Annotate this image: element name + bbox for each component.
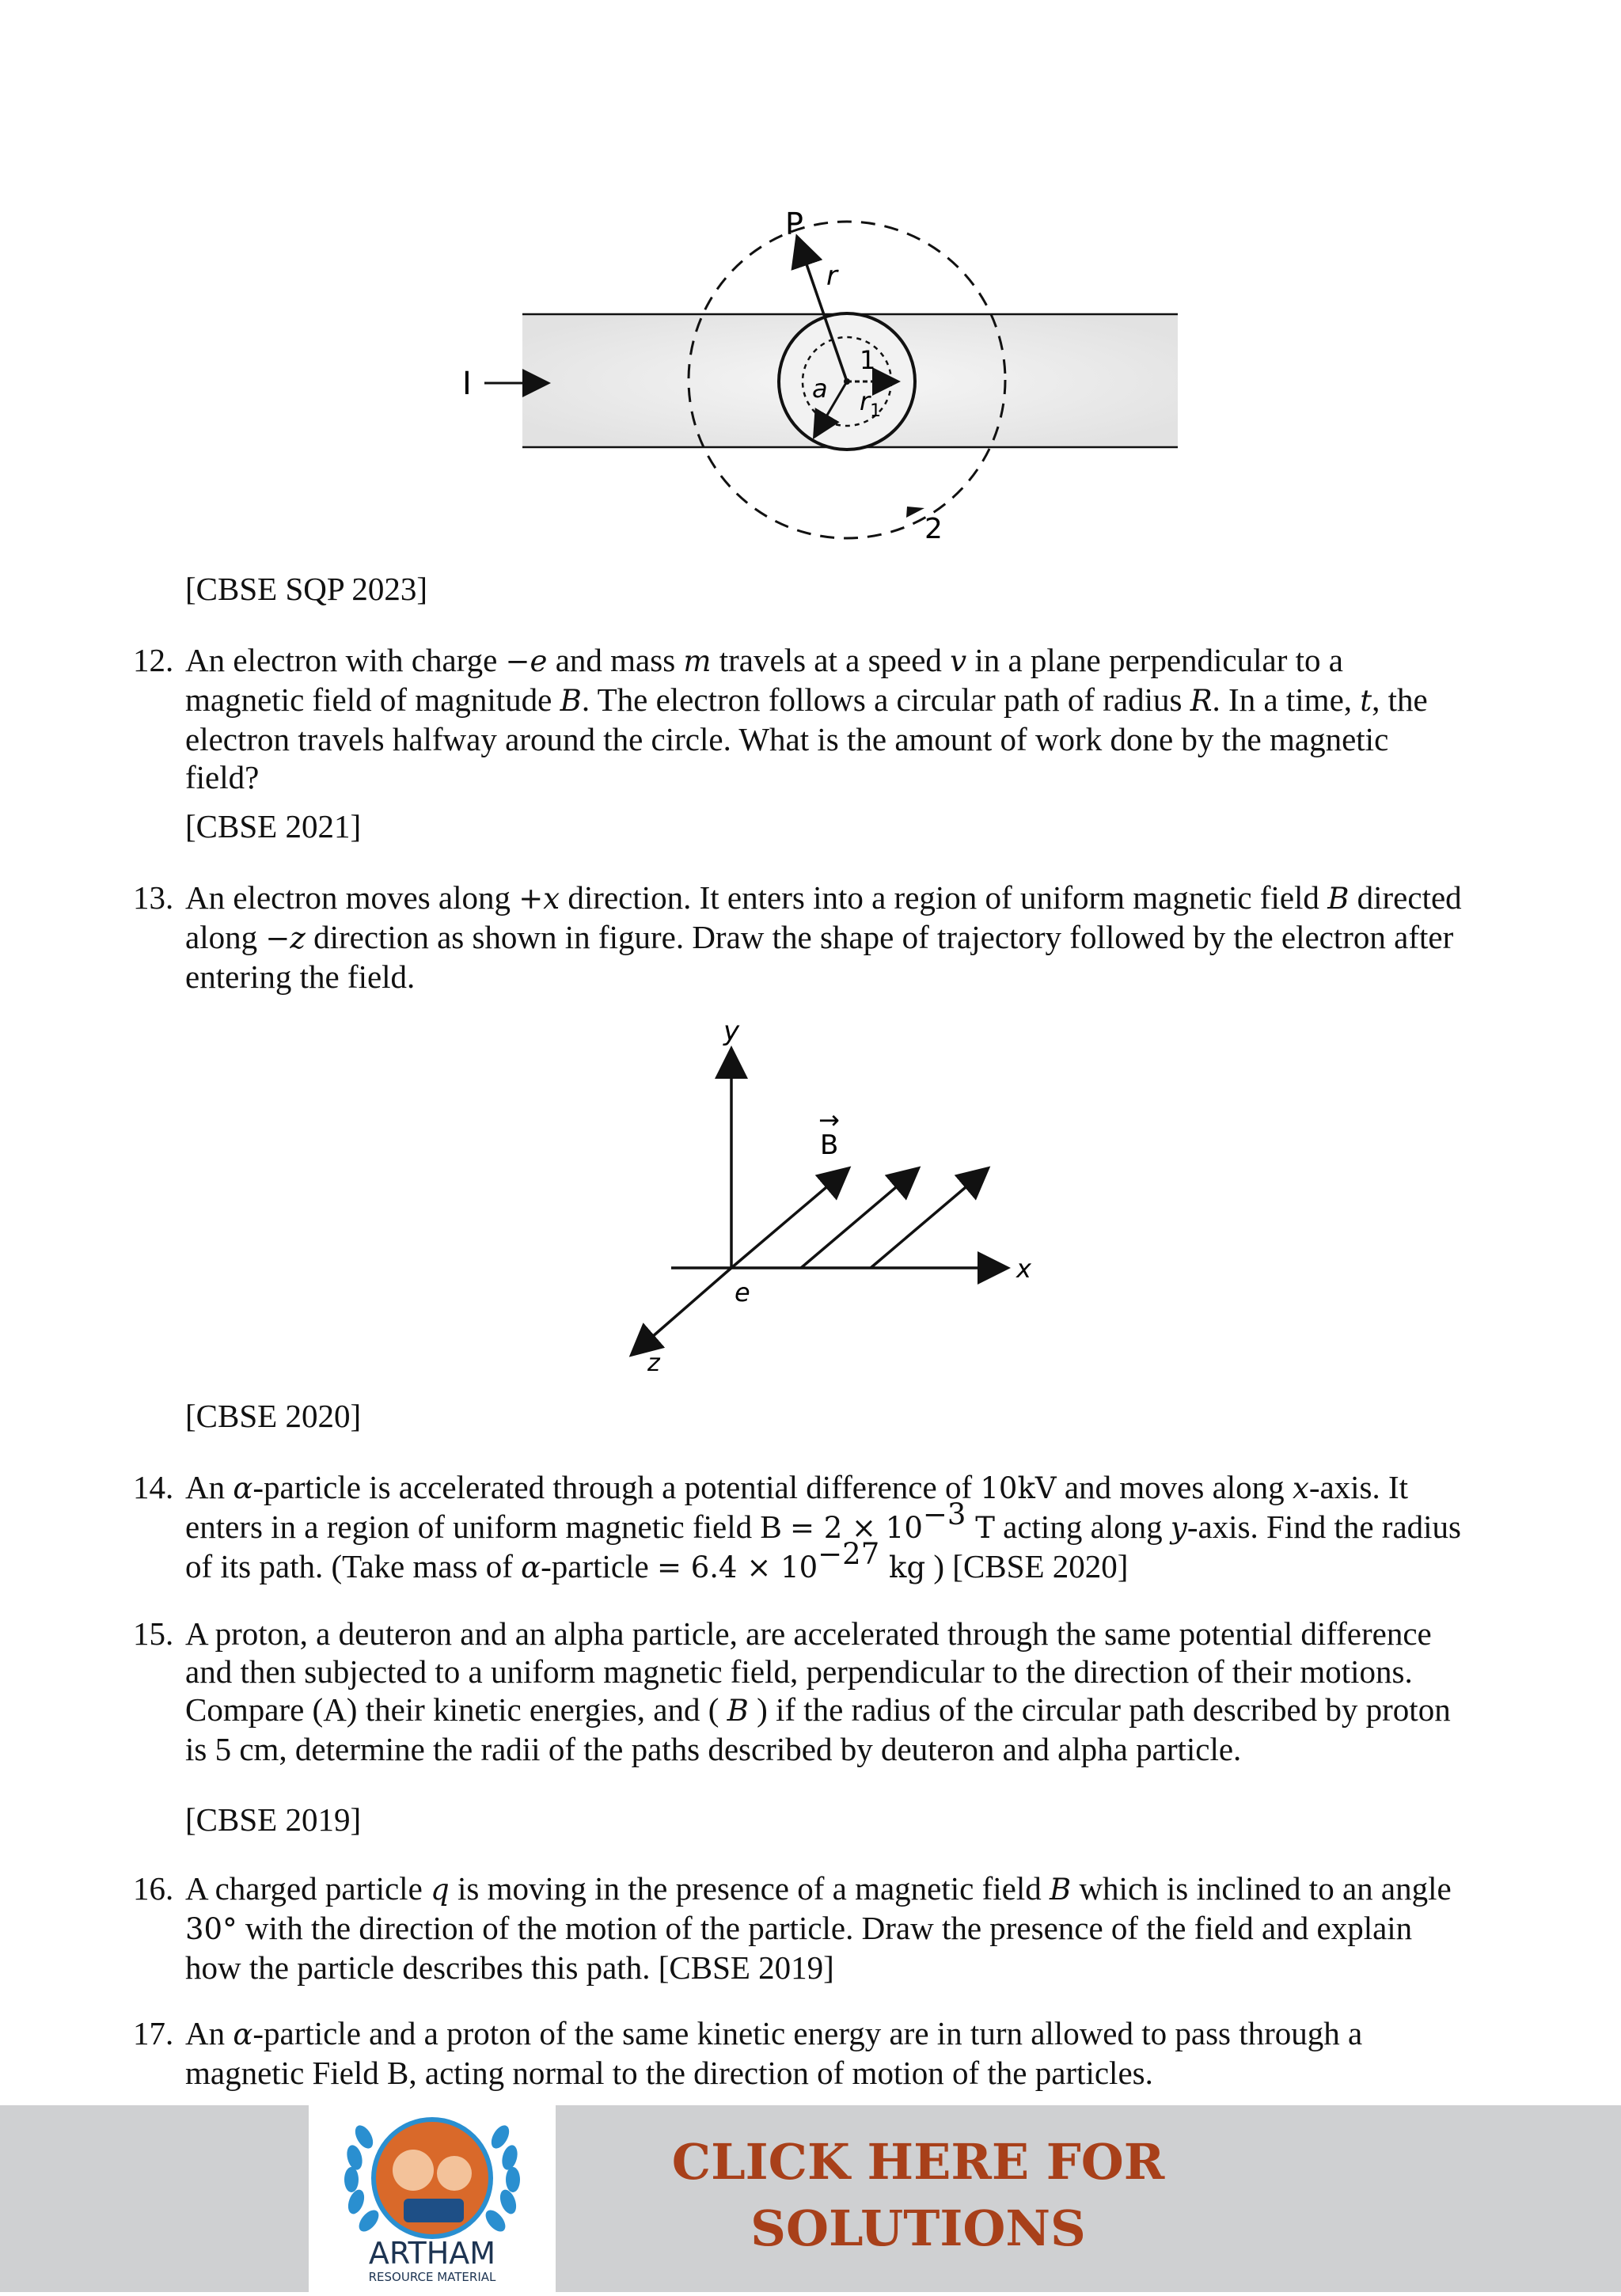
b-field-label: B <box>820 1129 839 1161</box>
b-field-arrow-2 <box>801 1170 917 1268</box>
question-line: 30° with the direction of the motion of the particle. Draw the presence of the field and explain <box>185 1910 1413 1946</box>
math-symbol: α <box>233 1471 253 1505</box>
question-14 <box>133 1468 1494 1587</box>
question-line: how the particle describes this path. [CBSE 2019] <box>185 1949 834 1986</box>
math-expression: 30° <box>185 1912 237 1946</box>
question-line: An electron moves along +x direction. It enters into a region of uniform magnetic field B directed <box>185 879 1462 916</box>
math-symbol: B <box>560 684 582 718</box>
source-tag-q11: [CBSE SQP 2023] <box>185 571 428 607</box>
question-line: and then subjected to a uniform magnetic field, perpendicular to the direction of their motions. <box>185 1653 1413 1690</box>
x-axis-label: x <box>1016 1254 1031 1284</box>
question-text <box>185 1869 1494 1987</box>
math-expression: T <box>966 1511 995 1545</box>
question-line: An α-particle is accelerated through a potential difference of 10kV and moves along x-axis. It <box>185 1469 1409 1505</box>
math-exponent: −27 <box>818 1537 880 1572</box>
question-line: magnetic field of magnitude B. The electron follows a circular path of radius R. In a time, t, the <box>185 681 1428 718</box>
math-symbol: t <box>1360 684 1372 718</box>
math-expression: = 6.4 × 10 <box>656 1550 818 1584</box>
question-text <box>185 2014 1494 2092</box>
logo-subtitle: RESOURCE MATERIAL <box>368 2270 496 2284</box>
logo-reader-icon <box>393 2150 434 2191</box>
b-vector-arrow: → <box>818 1105 840 1135</box>
electron-label: e <box>735 1277 750 1307</box>
question-line: is 5 cm, determine the radii of the paths described by deuteron and alpha particle. <box>185 1731 1242 1767</box>
question-line: along −z direction as shown in figure. Draw the shape of trajectory followed by the electron after <box>185 919 1454 955</box>
y-axis-label: y <box>723 1015 740 1047</box>
math-symbol: B <box>1049 1873 1072 1907</box>
question-number: 13. <box>133 879 174 916</box>
math-expression: kg <box>879 1550 926 1584</box>
radius-r1-label: $r_1$ <box>860 386 882 421</box>
question-12 <box>133 641 1494 796</box>
math-symbol: m <box>683 644 712 678</box>
question-text <box>185 641 1494 796</box>
math-symbol: −e <box>505 644 548 678</box>
current-label: I <box>462 366 472 402</box>
math-symbol: α <box>521 1550 541 1584</box>
question-line: of its path. (Take mass of α-particle = $6.4 \times 10^{-27}$ kg ) [CBSE 2020] <box>185 1537 1129 1584</box>
figure-magnetic-field-wire <box>443 206 1203 554</box>
question-line: field? <box>185 759 260 795</box>
question-number: 12. <box>133 642 174 678</box>
question-line: An α-particle and a proton of the same kinetic energy are in turn allowed to pass through a <box>185 2015 1363 2051</box>
b-field-arrow-1 <box>731 1170 847 1268</box>
math-symbol: q <box>431 1873 450 1907</box>
math-expression: = 2 × 10 <box>789 1511 923 1545</box>
question-line: enters in a region of uniform magnetic field $B = 2 \times 10^{-3}$ T acting along y-axis. Find the radius <box>185 1497 1462 1545</box>
figure-electron-axes <box>617 1013 1061 1377</box>
math-symbol: α <box>233 2017 253 2051</box>
z-axis <box>633 1268 731 1353</box>
cta-line-1: CLICK HERE FOR <box>671 2133 1165 2191</box>
path-1-label: 1 <box>860 345 876 375</box>
math-symbol: B <box>1327 882 1350 916</box>
question-16 <box>133 1869 1494 1987</box>
question-number: 14. <box>133 1469 174 1505</box>
z-axis-label: z <box>647 1349 660 1377</box>
logo-name: ARTHAM <box>368 2236 496 2271</box>
source-tag-q13: [CBSE 2020] <box>185 1398 362 1434</box>
source-tag-q15: [CBSE 2019] <box>185 1801 362 1838</box>
point-p-label: P <box>785 207 803 241</box>
cta-line-2: SOLUTIONS <box>750 2199 1086 2257</box>
b-field-arrow-3 <box>871 1170 986 1268</box>
question-15 <box>133 1615 1494 1768</box>
source-tag-q12: [CBSE 2021] <box>185 808 362 844</box>
math-symbol: R <box>1190 684 1213 718</box>
question-line: An electron with charge −e and mass m travels at a speed v in a plane perpendicular to a <box>185 642 1343 678</box>
math-symbol: −z <box>265 921 306 955</box>
question-line: A charged particle q is moving in the presence of a magnetic field B which is inclined to an angle <box>185 1870 1452 1907</box>
question-line: A proton, a deuteron and an alpha particle, are accelerated through the same potential difference <box>185 1615 1432 1652</box>
question-line: magnetic Field B, acting normal to the direction of motion of the particles. <box>185 2055 1153 2091</box>
artham-logo[interactable] <box>309 2105 556 2292</box>
radius-a-label: a <box>812 374 828 404</box>
question-text <box>185 1615 1494 1768</box>
question-17 <box>133 2014 1494 2092</box>
math-symbol: y <box>1170 1511 1187 1545</box>
question-line: Compare (A) their kinetic energies, and ( B ) if the radius of the circular path described by proton <box>185 1691 1451 1728</box>
radius-r-label: r <box>826 260 837 292</box>
math-symbol: B <box>727 1694 749 1728</box>
question-line: electron travels halfway around the circle. What is the amount of work done by the magnetic <box>185 721 1389 757</box>
question-text <box>185 1468 1494 1587</box>
question-number: 17. <box>133 2015 174 2051</box>
question-number: 15. <box>133 1615 174 1652</box>
question-number: 16. <box>133 1870 174 1907</box>
question-line: entering the field. <box>185 958 416 995</box>
question-13 <box>133 879 1494 996</box>
path-2-arrow <box>906 507 924 518</box>
path-2-label: 2 <box>924 513 943 545</box>
question-text <box>185 879 1494 996</box>
math-expression: 10kV <box>980 1471 1057 1505</box>
math-symbol: x <box>1292 1471 1309 1505</box>
math-symbol: v <box>950 644 967 678</box>
math-symbol: +x <box>518 882 560 916</box>
click-for-solutions-link[interactable] <box>602 2129 1235 2262</box>
math-exponent: −3 <box>922 1497 966 1532</box>
center-dot <box>844 378 850 385</box>
